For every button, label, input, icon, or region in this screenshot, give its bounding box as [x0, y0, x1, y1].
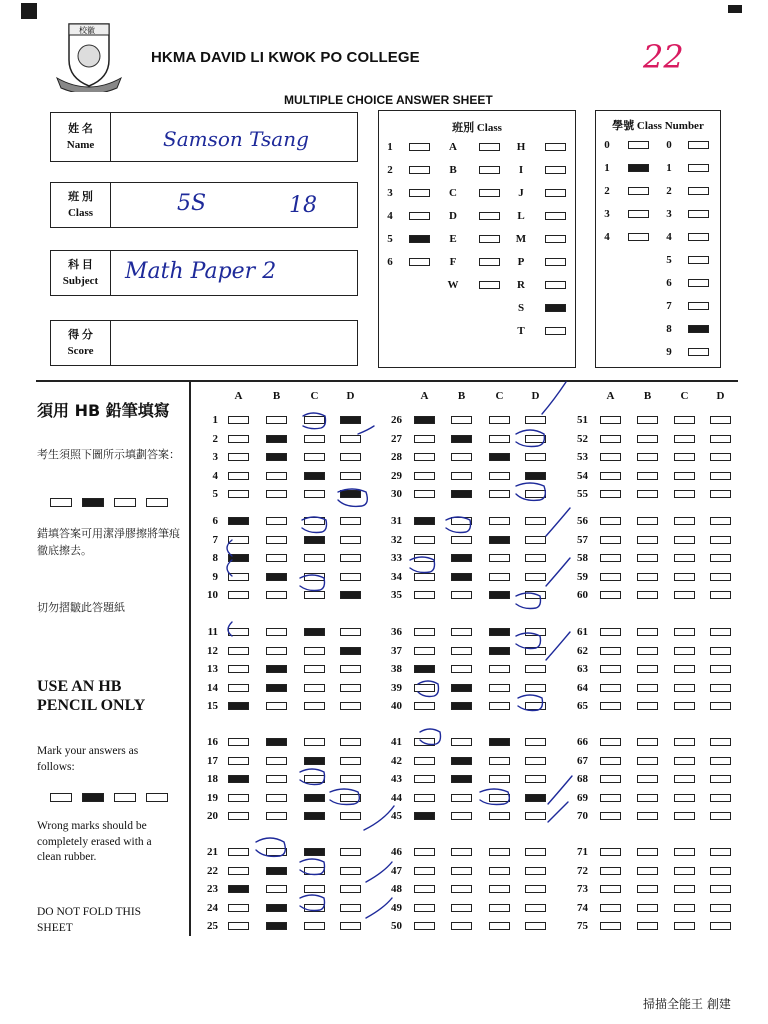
subject-label: 科 目 Subject — [51, 251, 111, 295]
question-number: 57 — [577, 533, 588, 546]
question-number: 64 — [577, 681, 588, 694]
class-letter-label: B — [449, 164, 457, 176]
instructions-cn-title: 須用 HB 鉛筆填寫 — [37, 401, 170, 420]
question-number: 27 — [391, 432, 402, 445]
question-number: 49 — [391, 901, 402, 914]
question-number: 12 — [207, 644, 218, 657]
question-number: 2 — [212, 432, 218, 445]
option-header-a: A — [420, 390, 429, 402]
score-mark: 22 — [643, 38, 684, 76]
option-header-b: B — [457, 390, 466, 402]
question-number: 53 — [577, 451, 588, 464]
units-digit-label: 9 — [666, 346, 672, 358]
question-number: 39 — [391, 681, 402, 694]
class-letter-label: P — [517, 256, 525, 268]
units-digit-label: 5 — [666, 254, 672, 266]
instructions-cn-erase: 錯填答案可用潔淨膠擦將筆痕徹底擦去。 — [37, 527, 180, 557]
question-number: 47 — [391, 864, 402, 877]
question-number: 18 — [207, 773, 218, 786]
class-digit-label: 6 — [387, 256, 393, 268]
question-number: 67 — [577, 754, 588, 767]
question-number: 19 — [207, 791, 218, 804]
question-number: 4 — [212, 469, 218, 482]
question-number: 8 — [212, 552, 218, 565]
instructions-cn-mark: 考生須照下圖所示填劃答案： — [37, 448, 180, 461]
question-number: 33 — [391, 552, 402, 565]
option-header-c: C — [680, 390, 689, 402]
instructions-en-fold: DO NOT FOLD THIS SHEET — [37, 906, 142, 934]
question-number: 71 — [577, 846, 588, 858]
question-number: 15 — [207, 700, 218, 713]
class-letter-label: E — [449, 233, 457, 245]
question-number: 20 — [207, 810, 218, 823]
class-label: 班 別 Class — [51, 183, 111, 227]
units-digit-label: 3 — [666, 208, 672, 220]
question-number: 17 — [207, 754, 218, 767]
question-number: 42 — [391, 754, 402, 767]
option-header-b: B — [272, 390, 281, 402]
logo-text: 校徽 — [79, 26, 95, 35]
subject-value: Math Paper 2 — [125, 259, 277, 284]
question-number: 65 — [577, 700, 588, 713]
question-number: 69 — [577, 791, 588, 804]
question-number: 6 — [212, 515, 218, 527]
question-number: 30 — [391, 488, 402, 501]
class-letter-label: A — [449, 141, 457, 153]
instructions-cn-fold: 切勿摺皺此答題紙 — [37, 601, 125, 614]
question-number: 41 — [391, 736, 402, 748]
question-number: 5 — [212, 488, 218, 501]
class-letter-label: J — [518, 187, 524, 199]
question-number: 40 — [391, 700, 402, 713]
class-digit-label: 4 — [387, 210, 393, 222]
question-number: 13 — [207, 663, 218, 676]
question-number: 10 — [207, 589, 218, 602]
class-letter-label: D — [449, 210, 457, 222]
question-number: 38 — [391, 663, 402, 676]
question-number: 23 — [207, 883, 218, 896]
class-letter-label: T — [517, 325, 525, 337]
question-number: 52 — [577, 432, 588, 445]
class-letter-label: L — [517, 210, 525, 222]
question-number: 59 — [577, 570, 588, 583]
question-number: 1 — [212, 414, 218, 426]
question-number: 68 — [577, 773, 588, 786]
class-letter-label: C — [449, 187, 457, 199]
sheet-title: MULTIPLE CHOICE ANSWER SHEET — [284, 93, 493, 107]
question-number: 16 — [207, 736, 218, 748]
units-digit-label: 6 — [666, 277, 672, 289]
option-header-d: D — [346, 390, 355, 402]
question-number: 62 — [577, 644, 588, 657]
class-letter-label: S — [517, 302, 525, 314]
question-number: 54 — [577, 469, 588, 482]
class-digit-label: 5 — [387, 233, 393, 245]
question-number: 28 — [391, 451, 402, 464]
option-header-c: C — [310, 390, 319, 402]
question-number: 72 — [577, 864, 588, 877]
question-number: 75 — [577, 920, 588, 933]
question-number: 22 — [207, 864, 218, 877]
score-label: 得 分 Score — [51, 321, 111, 365]
tens-digit-label: 1 — [604, 162, 610, 174]
class-letter-label: I — [518, 164, 524, 176]
question-number: 11 — [207, 626, 218, 638]
question-number: 73 — [577, 883, 588, 896]
footer-credit: 掃描全能王 創建 — [643, 997, 731, 1011]
units-digit-label: 4 — [666, 231, 672, 243]
question-number: 31 — [391, 515, 402, 527]
class-digit-label: 2 — [387, 164, 393, 176]
option-header-a: A — [606, 390, 615, 402]
question-number: 74 — [577, 901, 588, 914]
units-digit-label: 7 — [666, 300, 672, 312]
question-number: 24 — [207, 901, 218, 914]
question-number: 37 — [391, 644, 402, 657]
units-digit-label: 0 — [666, 139, 672, 151]
question-number: 26 — [391, 414, 402, 426]
question-number: 44 — [391, 791, 402, 804]
units-digit-label: 2 — [666, 185, 672, 197]
name-value: Samson Tsang — [163, 127, 309, 151]
class-value: 5S — [177, 191, 207, 216]
class-letter-label: F — [449, 256, 457, 268]
question-number: 63 — [577, 663, 588, 676]
units-digit-label: 8 — [666, 323, 672, 335]
name-label: 姓 名 Name — [51, 113, 111, 161]
class-digit-label: 1 — [387, 141, 393, 153]
question-number: 58 — [577, 552, 588, 565]
option-header-b: B — [643, 390, 652, 402]
question-number: 7 — [212, 533, 218, 546]
option-header-d: D — [716, 390, 725, 402]
instructions-en-title: USE AN HB PENCIL ONLY — [37, 678, 146, 715]
question-number: 56 — [577, 515, 588, 527]
question-number: 29 — [391, 469, 402, 482]
question-number: 34 — [391, 570, 402, 583]
question-number: 14 — [207, 681, 218, 694]
question-number: 32 — [391, 533, 402, 546]
tens-digit-label: 2 — [604, 185, 610, 197]
tens-digit-label: 4 — [604, 231, 610, 243]
option-header-d: D — [531, 390, 540, 402]
question-number: 55 — [577, 488, 588, 501]
college-name: HKMA DAVID LI KWOK PO COLLEGE — [151, 49, 420, 66]
instructions-en-mark: Mark your answers as follows: — [37, 745, 139, 773]
question-number: 21 — [207, 846, 218, 858]
question-number: 43 — [391, 773, 402, 786]
class-letter-label: H — [516, 141, 526, 153]
class-letter-label: R — [517, 279, 525, 291]
question-number: 70 — [577, 810, 588, 823]
class-panel-title: 班別 Class — [452, 122, 502, 134]
question-number: 45 — [391, 810, 402, 823]
option-header-c: C — [495, 390, 504, 402]
class-number-panel-title: 學號 Class Number — [612, 120, 704, 132]
question-number: 35 — [391, 589, 402, 602]
question-number: 3 — [212, 451, 218, 464]
question-number: 46 — [391, 846, 402, 858]
question-number: 48 — [391, 883, 402, 896]
option-header-a: A — [234, 390, 243, 402]
question-number: 60 — [577, 589, 588, 602]
units-digit-label: 1 — [666, 162, 672, 174]
question-number: 61 — [577, 626, 588, 638]
class-number-value: 18 — [289, 193, 317, 218]
tens-digit-label: 0 — [604, 139, 610, 151]
question-number: 25 — [207, 920, 218, 933]
question-number: 50 — [391, 920, 402, 933]
question-number: 51 — [577, 414, 588, 426]
class-letter-label: M — [515, 233, 527, 245]
tens-digit-label: 3 — [604, 208, 610, 220]
class-digit-label: 3 — [387, 187, 393, 199]
class-letter-label: W — [447, 279, 459, 291]
question-number: 36 — [391, 626, 402, 638]
question-number: 66 — [577, 736, 588, 748]
question-number: 9 — [212, 570, 218, 583]
instructions-en-erase: Wrong marks should be completely erased with a clean rubber. — [37, 820, 152, 864]
